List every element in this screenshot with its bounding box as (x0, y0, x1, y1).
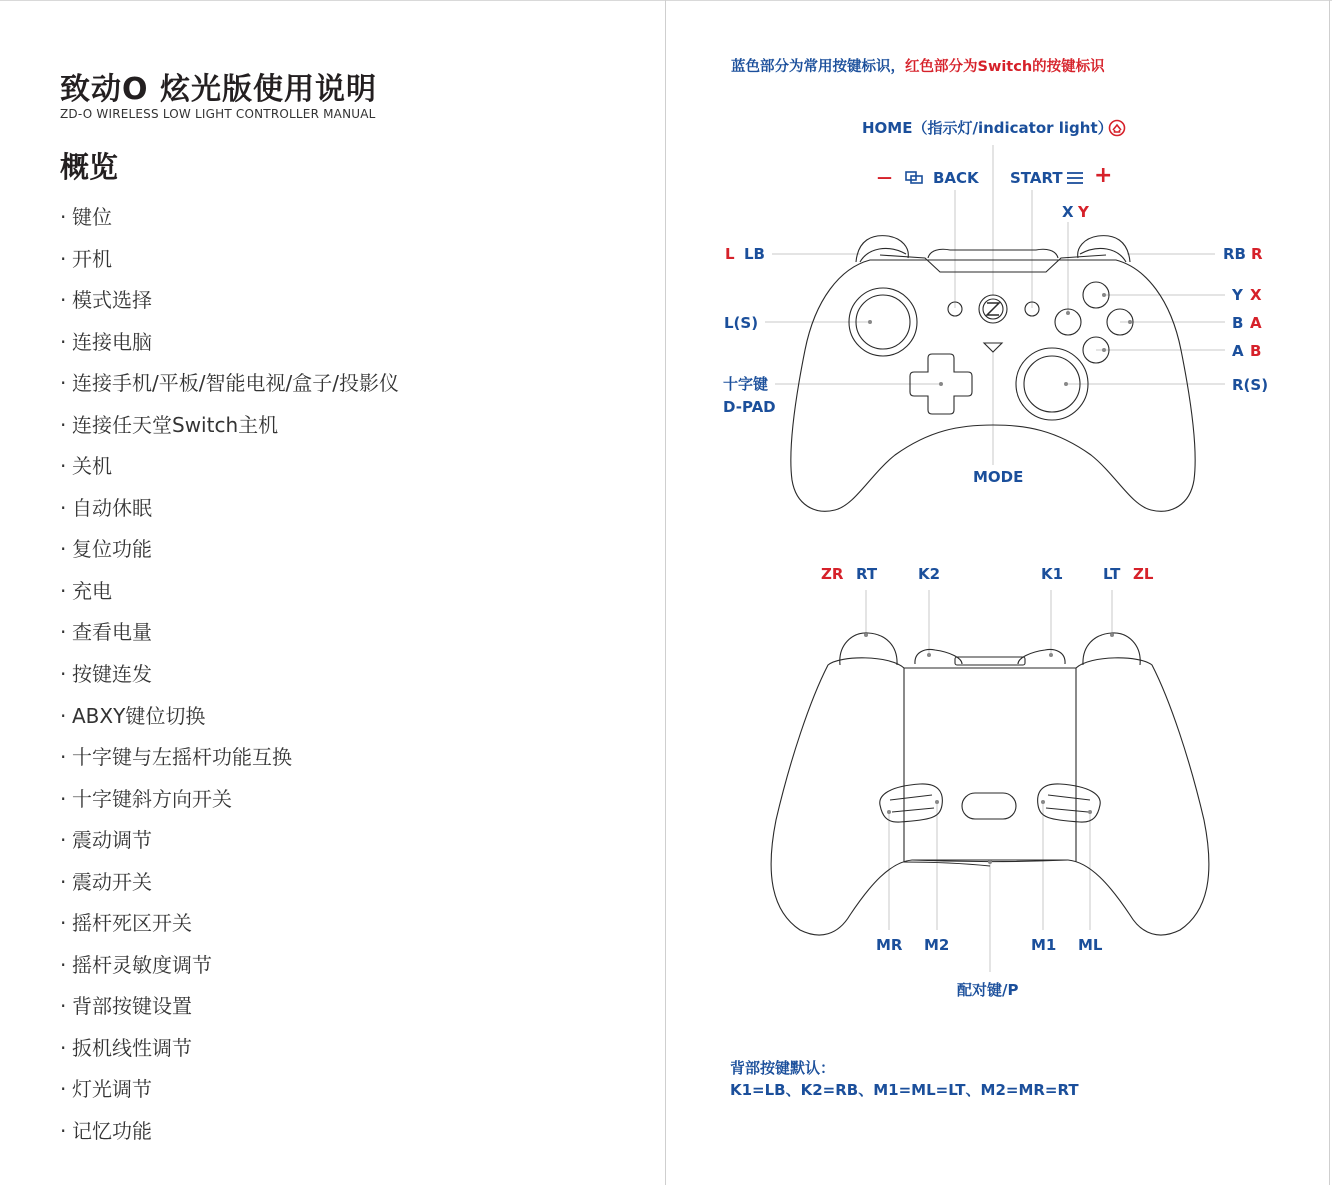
toc-bullet: · (60, 1077, 67, 1102)
manual-subtitle: ZD-O WIRELESS LOW LIGHT CONTROLLER MANUAL (60, 107, 376, 121)
label-y-red: Y (1078, 203, 1089, 221)
label-ml: ML (1078, 936, 1103, 954)
legend-red: 红色部分为Switch的按键标识 (905, 59, 1105, 75)
label-lb: LB (744, 245, 765, 263)
toc-bullet: · (60, 662, 67, 687)
toc-bullet: · (60, 828, 67, 853)
view-button-icon (906, 172, 922, 183)
toc-bullet: · (60, 1119, 67, 1144)
default-mapping-text: K1=LB、K2=RB、M1=ML=LT、M2=MR=RT (730, 1081, 1079, 1099)
manual-title: 致动O 炫光版使用说明 (60, 72, 377, 107)
toc-bullet: · (60, 371, 67, 396)
leader-lines (765, 145, 1225, 972)
toc-bullet: · (60, 288, 67, 313)
toc-item-label: 按键连发 (72, 662, 152, 687)
toc-item-label: 扳机线性调节 (72, 1035, 192, 1060)
toc-item-label: 背部按键设置 (72, 994, 192, 1019)
menu-lines-icon (1067, 173, 1083, 183)
toc-bullet: · (60, 412, 67, 437)
toc-bullet: · (60, 703, 67, 728)
toc-item-label: 记忆功能 (72, 1119, 152, 1144)
legend-blue: 蓝色部分为常用按键标识， (731, 59, 905, 75)
label-b-red: B (1250, 342, 1262, 360)
label-m2: M2 (924, 936, 950, 954)
toc-bullet: · (60, 786, 67, 811)
label-r-switch: R (1251, 245, 1263, 263)
toc-item-label: 查看电量 (72, 620, 152, 645)
toc-bullet: · (60, 578, 67, 603)
toc-item-label: 摇杆死区开关 (72, 911, 192, 936)
toc-item-label: 连接任天堂Switch主机 (72, 412, 279, 437)
label-b-blue: B (1232, 314, 1244, 332)
toc-item-label: 关机 (72, 454, 112, 479)
label-dpad-en: D-PAD (723, 398, 776, 416)
label-right-stick: R(S) (1232, 376, 1269, 394)
legend-line (731, 58, 1105, 76)
overview-heading: 概览 (60, 150, 119, 184)
label-back: BACK (933, 169, 979, 187)
toc-item-label: 十字键斜方向开关 (72, 786, 232, 811)
toc-bullet: · (60, 994, 67, 1019)
label-a-blue: A (1232, 342, 1244, 360)
toc-bullet: · (60, 246, 67, 271)
toc-bullet: · (60, 620, 67, 645)
toc-item-label: 震动开关 (72, 869, 152, 894)
toc-item-label: 充电 (72, 578, 112, 603)
toc-item-label: 连接电脑 (72, 329, 152, 354)
label-k2: K2 (918, 565, 941, 583)
toc-item-label: 自动休眠 (72, 495, 152, 520)
toc-item-label: 灯光调节 (72, 1077, 152, 1102)
label-left-stick: L(S) (724, 314, 759, 332)
toc-item-label: 连接手机/平板/智能电视/盒子/投影仪 (72, 371, 399, 396)
toc-bullet: · (60, 205, 67, 229)
toc-bullet: · (60, 869, 67, 894)
toc-item-label: 震动调节 (72, 828, 152, 853)
label-zl: ZL (1133, 565, 1154, 583)
toc-bullet: · (60, 952, 67, 977)
label-x-red: X (1250, 286, 1262, 304)
toc-bullet: · (60, 537, 67, 562)
label-rt: RT (856, 565, 878, 583)
label-zr: ZR (821, 565, 844, 583)
label-y-blue: Y (1232, 286, 1243, 304)
label-l-switch: L (725, 245, 735, 263)
label-pair-button: 配对键/P (957, 981, 1019, 999)
toc-item-label: 十字键与左摇杆功能互换 (72, 745, 292, 770)
label-mr: MR (876, 936, 903, 954)
label-mode: MODE (973, 468, 1024, 486)
toc-item-label: 模式选择 (72, 288, 152, 313)
toc-bullet: · (60, 1035, 67, 1060)
label-dpad-cn: 十字键 (723, 375, 769, 393)
label-a-red: A (1250, 314, 1262, 332)
default-mapping-title: 背部按键默认： (730, 1059, 836, 1077)
toc-item-label: ABXY键位切换 (72, 703, 206, 728)
toc-bullet: · (60, 329, 67, 354)
toc-item-label: 摇杆灵敏度调节 (72, 952, 212, 977)
toc-bullet: · (60, 495, 67, 520)
label-start: START (1010, 169, 1063, 187)
toc-bullet: · (60, 454, 67, 479)
label-home: HOME（指示灯/indicator light） (862, 119, 1113, 137)
label-rb: RB (1223, 245, 1246, 263)
label-minus: — (877, 168, 892, 186)
toc-bullet: · (60, 745, 67, 770)
toc-item-label: 开机 (72, 246, 112, 271)
label-plus: + (1094, 163, 1113, 188)
label-x-blue: X (1062, 203, 1074, 221)
toc-item-label: 键位 (72, 205, 112, 229)
label-lt: LT (1103, 565, 1121, 583)
toc-bullet: · (60, 911, 67, 936)
label-k1: K1 (1041, 565, 1064, 583)
toc-item-label: 复位功能 (72, 537, 152, 562)
label-m1: M1 (1031, 936, 1057, 954)
